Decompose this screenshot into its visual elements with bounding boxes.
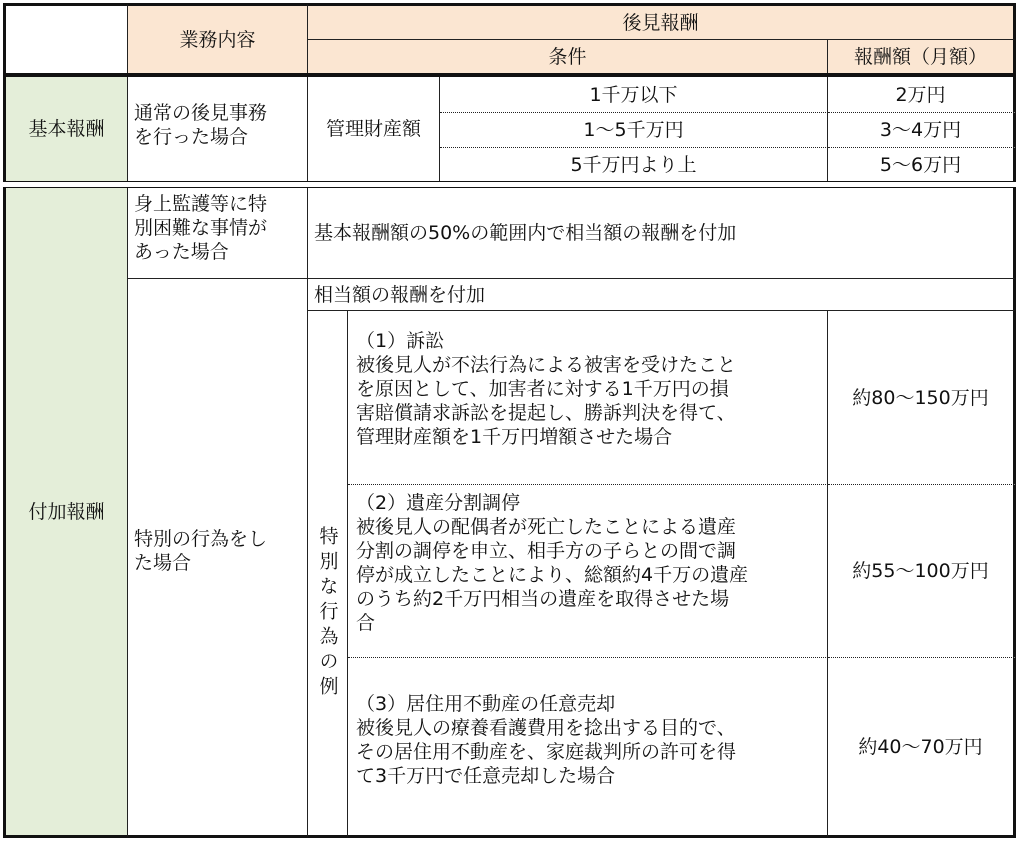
difficult-work-line1: 身上監護等に特 (134, 193, 268, 215)
basic-row-2-condition (440, 112, 828, 147)
example-3-line1: 被後見人の療養看護費用を捻出する目的で、 (356, 717, 736, 739)
difficult-work-line2: 別困難な事情が (134, 217, 268, 239)
basic-compensation-label (3, 77, 128, 181)
example-2-line5: 合 (356, 612, 376, 634)
basic-row-3-amount (828, 147, 1016, 181)
header-work-content (128, 3, 308, 73)
basic-work-cell (128, 77, 308, 181)
special-work-line2: た場合 (134, 552, 192, 574)
special-header-text: 相当額の報酬を付加 (314, 283, 486, 306)
example-2-line1: 被後見人の配偶者が死亡したことによる遺産 (356, 516, 737, 538)
example-2-line4: のうち約2千万円相当の遺産を取得させた場 (356, 588, 730, 610)
header-compensation (308, 3, 1016, 40)
asset-amount-label: 管理財産額 (325, 118, 421, 140)
example-2-line2: 分割の調停を申立、相手方の子らとの間で調 (356, 540, 737, 562)
example-1-title: （1）訴訟 (356, 330, 445, 352)
example-1-line1: 被後見人が不法行為による被害を受けたこと (356, 354, 737, 376)
special-examples-vertical-text: 特別な行為の例 (316, 525, 339, 701)
basic-row-1-condition-text: 1千万以下 (589, 83, 678, 106)
example-3-line3: て3千万円で任意売却した場合 (356, 765, 616, 787)
example-3-amount-text: 約40～70万円 (858, 735, 983, 758)
example-2-line3: 停が成立したことにより、総額約4千万の遺産 (356, 564, 749, 586)
header-empty-corner (3, 3, 128, 73)
basic-row-2-amount-text: 3～4万円 (879, 119, 962, 141)
difficult-work-cell (128, 188, 308, 279)
example-3-amount (828, 657, 1016, 838)
example-2-amount (828, 484, 1016, 657)
special-header-cell (308, 279, 1016, 311)
asset-amount-cell (308, 77, 440, 181)
special-examples-vertical-label (308, 311, 348, 838)
example-2-amount-text: 約55～100万円 (852, 560, 989, 582)
basic-work-line1: 通常の後見事務 (134, 102, 268, 124)
example-1-amount (828, 311, 1016, 484)
example-1-line2: を原因として、加害者に対する1千万円の損 (356, 378, 729, 400)
example-1-description (348, 311, 828, 484)
difficult-description-cell (308, 188, 1016, 279)
special-work-line1: 特別の行為をし (134, 528, 268, 550)
basic-row-1-amount (828, 77, 1016, 112)
example-3-title: （3）居住用不動産の任意売却 (356, 693, 616, 715)
additional-compensation-label-text: 付加報酬 (28, 500, 105, 523)
basic-row-1-condition (440, 77, 828, 112)
basic-row-1-amount-text: 2万円 (895, 83, 946, 106)
basic-row-2-amount (828, 112, 1016, 147)
basic-compensation-label-text: 基本報酬 (28, 118, 105, 140)
example-1-line3: 害賠償請求訴訟を提起し、勝訴判決を得て、 (356, 402, 736, 424)
example-1-line4: 管理財産額を1千万円増額させた場合 (356, 426, 673, 448)
section-double-divider (3, 181, 1016, 188)
example-2-description (348, 484, 828, 657)
special-work-cell (128, 279, 308, 838)
example-3-line2: その居住用不動産を、家庭裁判所の許可を得 (356, 741, 737, 763)
basic-row-3-condition (440, 147, 828, 181)
header-monthly-amount (828, 40, 1016, 73)
example-2-title: （2）遺産分割調停 (356, 492, 521, 514)
basic-row-2-condition-text: 1～5千万円 (583, 119, 684, 141)
additional-compensation-label (3, 188, 128, 838)
difficult-work-line3: あった場合 (134, 241, 229, 263)
header-compensation-text: 後見報酬 (622, 11, 699, 34)
example-1-amount-text: 約80～150万円 (852, 386, 989, 409)
header-monthly-amount-text: 報酬額（月額） (853, 45, 987, 68)
header-condition (308, 40, 828, 73)
basic-row-3-condition-text: 5千万円より上 (570, 153, 697, 176)
basic-work-line2: を行った場合 (134, 126, 249, 148)
header-condition-text: 条件 (548, 45, 587, 68)
header-work-content-text: 業務内容 (179, 28, 256, 51)
example-3-description (348, 657, 828, 838)
basic-row-3-amount-text: 5～6万円 (879, 153, 962, 176)
difficult-description-text: 基本報酬額の50%の範囲内で相当額の報酬を付加 (314, 222, 737, 244)
